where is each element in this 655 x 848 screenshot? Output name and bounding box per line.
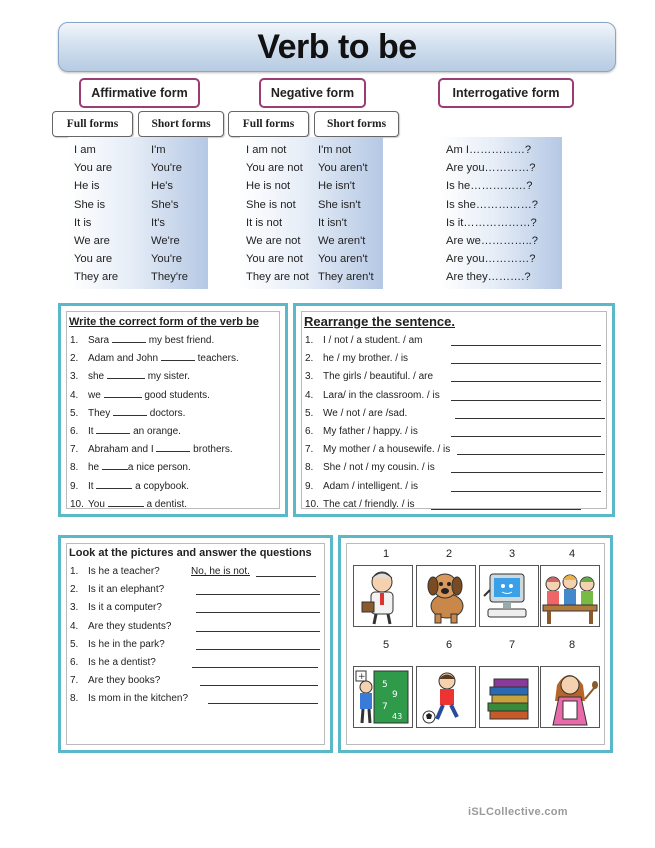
interrogative-list [446,141,538,287]
exercise-look-at-pictures [58,535,333,753]
answer-blank[interactable] [107,368,145,379]
interrogative-item: Am I……………? [446,144,532,156]
answer-line[interactable] [451,472,603,473]
item-subject: he [88,462,100,474]
picture-number: 1 [382,548,390,560]
item-question: Is mom in the kitchen? [88,693,189,705]
picture-number: 4 [568,548,576,560]
answer-line[interactable] [196,594,320,595]
negative-short-item: You aren't [318,162,368,175]
item-number: 4. [70,620,79,632]
answer-line[interactable] [200,685,318,686]
item-number: 5. [70,638,79,650]
item-number: 1. [70,335,79,346]
affirmative-short-item: You're [151,253,182,266]
svg-text:7: 7 [382,702,388,712]
item-number: 6. [305,425,314,437]
list-item [305,332,605,350]
math-board-illustration [354,667,412,727]
negative-short-item: They aren't [318,271,374,284]
exercise-rearrange-sentence [293,303,615,517]
exercise1-list [70,332,239,514]
item-number: 2. [70,584,79,596]
item-complement: brothers. [193,444,233,456]
item-question: Are they students? [88,620,172,632]
svg-text:5: 5 [382,680,388,690]
negative-full-forms-header: Full forms [228,111,309,137]
answer-line[interactable] [451,491,601,492]
picture-dog [416,565,476,627]
answer-line[interactable] [451,381,601,382]
answer-blank[interactable] [96,478,132,489]
item-number: 8. [70,693,79,705]
list-item [305,441,605,459]
affirmative-full-forms-header: Full forms [52,111,133,137]
picture-math-board [353,666,413,728]
item-number: 4. [70,389,79,401]
item-complement: a nice person. [127,462,191,474]
item-number: 9. [70,480,79,492]
item-number: 5. [305,407,314,419]
item-words: The cat / friendly. / is [323,498,415,510]
item-number: 10. [305,498,319,510]
item-number: 7. [305,444,314,456]
affirmative-short-forms-header: Short forms [138,111,224,137]
interrogative-item: Are they……….? [446,271,531,284]
affirmative-full-item: You are [74,162,113,175]
item-number: 6. [70,425,79,437]
affirmative-short-item: It's [151,216,165,229]
dog-illustration [417,566,475,626]
item-words: The girls / beautiful. / are [323,371,434,383]
picture-number: 5 [382,639,390,651]
item-words: My father / happy. / is [323,425,418,437]
negative-full-item: They are not [246,271,309,284]
answer-line[interactable] [451,436,601,437]
answer-blank[interactable] [108,496,144,507]
negative-full-item: You are not [246,162,303,175]
item-question: Is he a teacher? [88,566,160,577]
item-subject: Sara [88,335,110,346]
answer-line[interactable] [451,363,601,364]
negative-panel [240,137,383,289]
exercise-write-correct-form [58,303,288,517]
item-words: Lara/ in the classroom. / is [323,389,440,401]
answer-line[interactable] [451,345,601,346]
list-item [70,478,239,496]
answer-blank[interactable] [102,459,128,470]
list-item [70,618,326,636]
negative-full-item: I am not [246,144,287,156]
item-number: 1. [305,335,314,346]
list-item [70,405,239,423]
negative-full-item: It is not [246,216,283,229]
item-words: My mother / a housewife. / is [323,444,451,456]
picture-students [540,565,600,627]
mom-kitchen-illustration [541,667,599,727]
affirmative-short-item: They're [151,271,188,284]
negative-full-item: He is not [246,180,291,193]
item-subject: Adam and John [88,353,159,365]
item-number: 2. [305,353,314,365]
affirmative-full-item: We are [74,235,110,248]
affirmative-full-list [74,141,118,287]
item-number: 10. [70,498,84,510]
list-item [70,459,239,477]
item-subject: They [88,407,111,419]
answer-blank[interactable] [156,441,190,452]
pictures-panel [338,535,613,753]
answer-line[interactable] [451,400,601,401]
item-words: Adam / intelligent. / is [323,480,419,492]
interrogative-item: Are you…………? [446,162,536,175]
item-number: 3. [70,602,79,614]
item-number: 8. [70,462,79,474]
picture-number: 2 [445,548,453,560]
item-complement: teachers. [197,353,239,365]
list-item [70,581,326,599]
negative-short-item: I'm not [318,144,352,156]
picture-computer [479,565,539,627]
item-number: 6. [70,656,79,668]
negative-full-item: She is not [246,198,296,211]
answer-blank[interactable] [104,387,142,398]
answer-blank[interactable] [96,423,130,434]
negative-full-list [246,141,309,287]
item-words: he / my brother. / is [323,353,409,365]
list-item [305,405,605,423]
list-item [70,387,239,405]
item-number: 8. [305,462,314,474]
item-subject: Abraham and I [88,444,154,456]
item-number: 1. [70,566,79,577]
picture-number: 7 [508,639,516,651]
item-number: 7. [70,444,79,456]
item-complement: good students. [144,389,210,401]
affirmative-panel [68,137,208,289]
item-words: We / not / are /sad. [323,407,408,419]
answer-line[interactable] [431,509,581,510]
svg-text:+: + [358,672,366,682]
list-item [70,423,239,441]
list-item [305,387,605,405]
list-item [305,368,605,386]
picture-mom-kitchen [540,666,600,728]
answer-blank[interactable] [113,405,147,416]
affirmative-short-item: He's [151,180,174,193]
affirmative-full-item: He is [74,180,100,193]
item-complement: my best friend. [148,335,215,346]
affirmative-short-item: She's [151,198,179,211]
item-number: 7. [70,675,79,687]
item-number: 2. [70,353,79,365]
answer-line[interactable] [457,454,605,455]
answer-line[interactable] [192,667,318,668]
item-question: Is it an elephant? [88,584,165,596]
list-item [305,423,605,441]
interrogative-item: Are you…………? [446,253,536,266]
exercise2-title: Rearrange the sentence. [304,314,456,329]
negative-form-header: Negative form [259,78,366,108]
svg-text:9: 9 [392,690,398,700]
affirmative-full-item: It is [74,216,92,229]
interrogative-item: Are we…………..? [446,235,539,248]
picture-number: 8 [568,639,576,651]
interrogative-item: Is she……………? [446,198,539,211]
exercise3-list [70,563,326,709]
students-illustration [541,566,599,626]
list-item [70,636,326,654]
example-answer: No, he is not. [191,566,250,577]
negative-full-item: You are not [246,253,303,266]
affirmative-full-item: I am [74,144,96,156]
affirmative-short-item: You're [151,162,182,175]
item-complement: doctors. [149,407,186,419]
item-question: Are they books? [88,675,161,687]
answer-line[interactable] [256,576,316,577]
negative-short-item: We aren't [318,235,366,248]
item-subject: You [88,498,105,510]
answer-line[interactable] [196,612,320,613]
answer-blank[interactable] [112,332,146,343]
picture-boy-football [416,666,476,728]
item-subject: It [88,480,94,492]
negative-short-item: He isn't [318,180,355,193]
negative-short-item: It isn't [318,216,347,229]
affirmative-short-item: I'm [151,144,166,156]
item-subject: we [88,389,101,401]
list-item [305,350,605,368]
list-item [70,672,326,690]
picture-number: 3 [508,548,516,560]
item-subject: It [88,425,94,437]
books-illustration [480,667,538,727]
list-item [305,459,605,477]
answer-blank[interactable] [161,350,195,361]
negative-short-list [318,141,374,287]
answer-line[interactable] [208,703,318,704]
exercise2-list [305,332,605,514]
item-complement: a dentist. [146,498,188,510]
item-question: Is he a dentist? [88,656,156,668]
item-words: She / not / my cousin. / is [323,462,435,474]
item-complement: an orange. [133,425,181,437]
list-item [70,441,239,459]
footer-watermark: iSLCollective.com [468,806,568,818]
item-number: 3. [305,371,314,383]
negative-full-item: We are not [246,235,301,248]
affirmative-short-list [151,141,188,287]
negative-short-item: You aren't [318,253,368,266]
teacher-illustration [354,566,412,626]
item-complement: a copybook. [135,480,190,492]
item-number: 4. [305,389,314,401]
list-item [70,332,239,350]
list-item [305,496,605,514]
negative-short-item: She isn't [318,198,361,211]
interrogative-panel [440,137,562,289]
affirmative-full-item: She is [74,198,106,211]
list-item [70,654,326,672]
interrogative-form-header: Interrogative form [438,78,574,108]
title-banner [58,22,616,72]
item-complement: my sister. [147,371,190,383]
list-item [305,478,605,496]
list-item [70,599,326,617]
picture-teacher [353,565,413,627]
exercise3-title: Look at the pictures and answer the questions [69,547,312,559]
item-number: 5. [70,407,79,419]
answer-line[interactable] [455,418,605,419]
interrogative-item: Is it………………? [446,216,537,229]
affirmative-short-item: We're [151,235,180,248]
answer-line[interactable] [196,649,320,650]
list-item [70,368,239,386]
answer-line[interactable] [196,631,320,632]
list-item [70,350,239,368]
picture-number: 6 [445,639,453,651]
affirmative-full-item: You are [74,253,113,266]
boy-football-illustration [417,667,475,727]
affirmative-form-header: Affirmative form [79,78,200,108]
negative-short-forms-header: Short forms [314,111,399,137]
item-question: Is it a computer? [88,602,162,614]
list-item [70,496,239,514]
item-number: 9. [305,480,314,492]
exercise1-title: Write the correct form of the verb be [69,316,259,328]
list-item [70,563,326,581]
svg-text:43: 43 [392,712,403,721]
item-number: 3. [70,371,79,383]
list-item [70,690,326,708]
computer-illustration [480,566,538,626]
interrogative-item: Is he……………? [446,180,533,193]
item-subject: she [88,371,105,383]
item-question: Is he in the park? [88,638,165,650]
item-words: I / not / a student. / am [323,335,423,346]
page-title: Verb to be [257,28,417,66]
affirmative-full-item: They are [74,271,119,284]
picture-books [479,666,539,728]
